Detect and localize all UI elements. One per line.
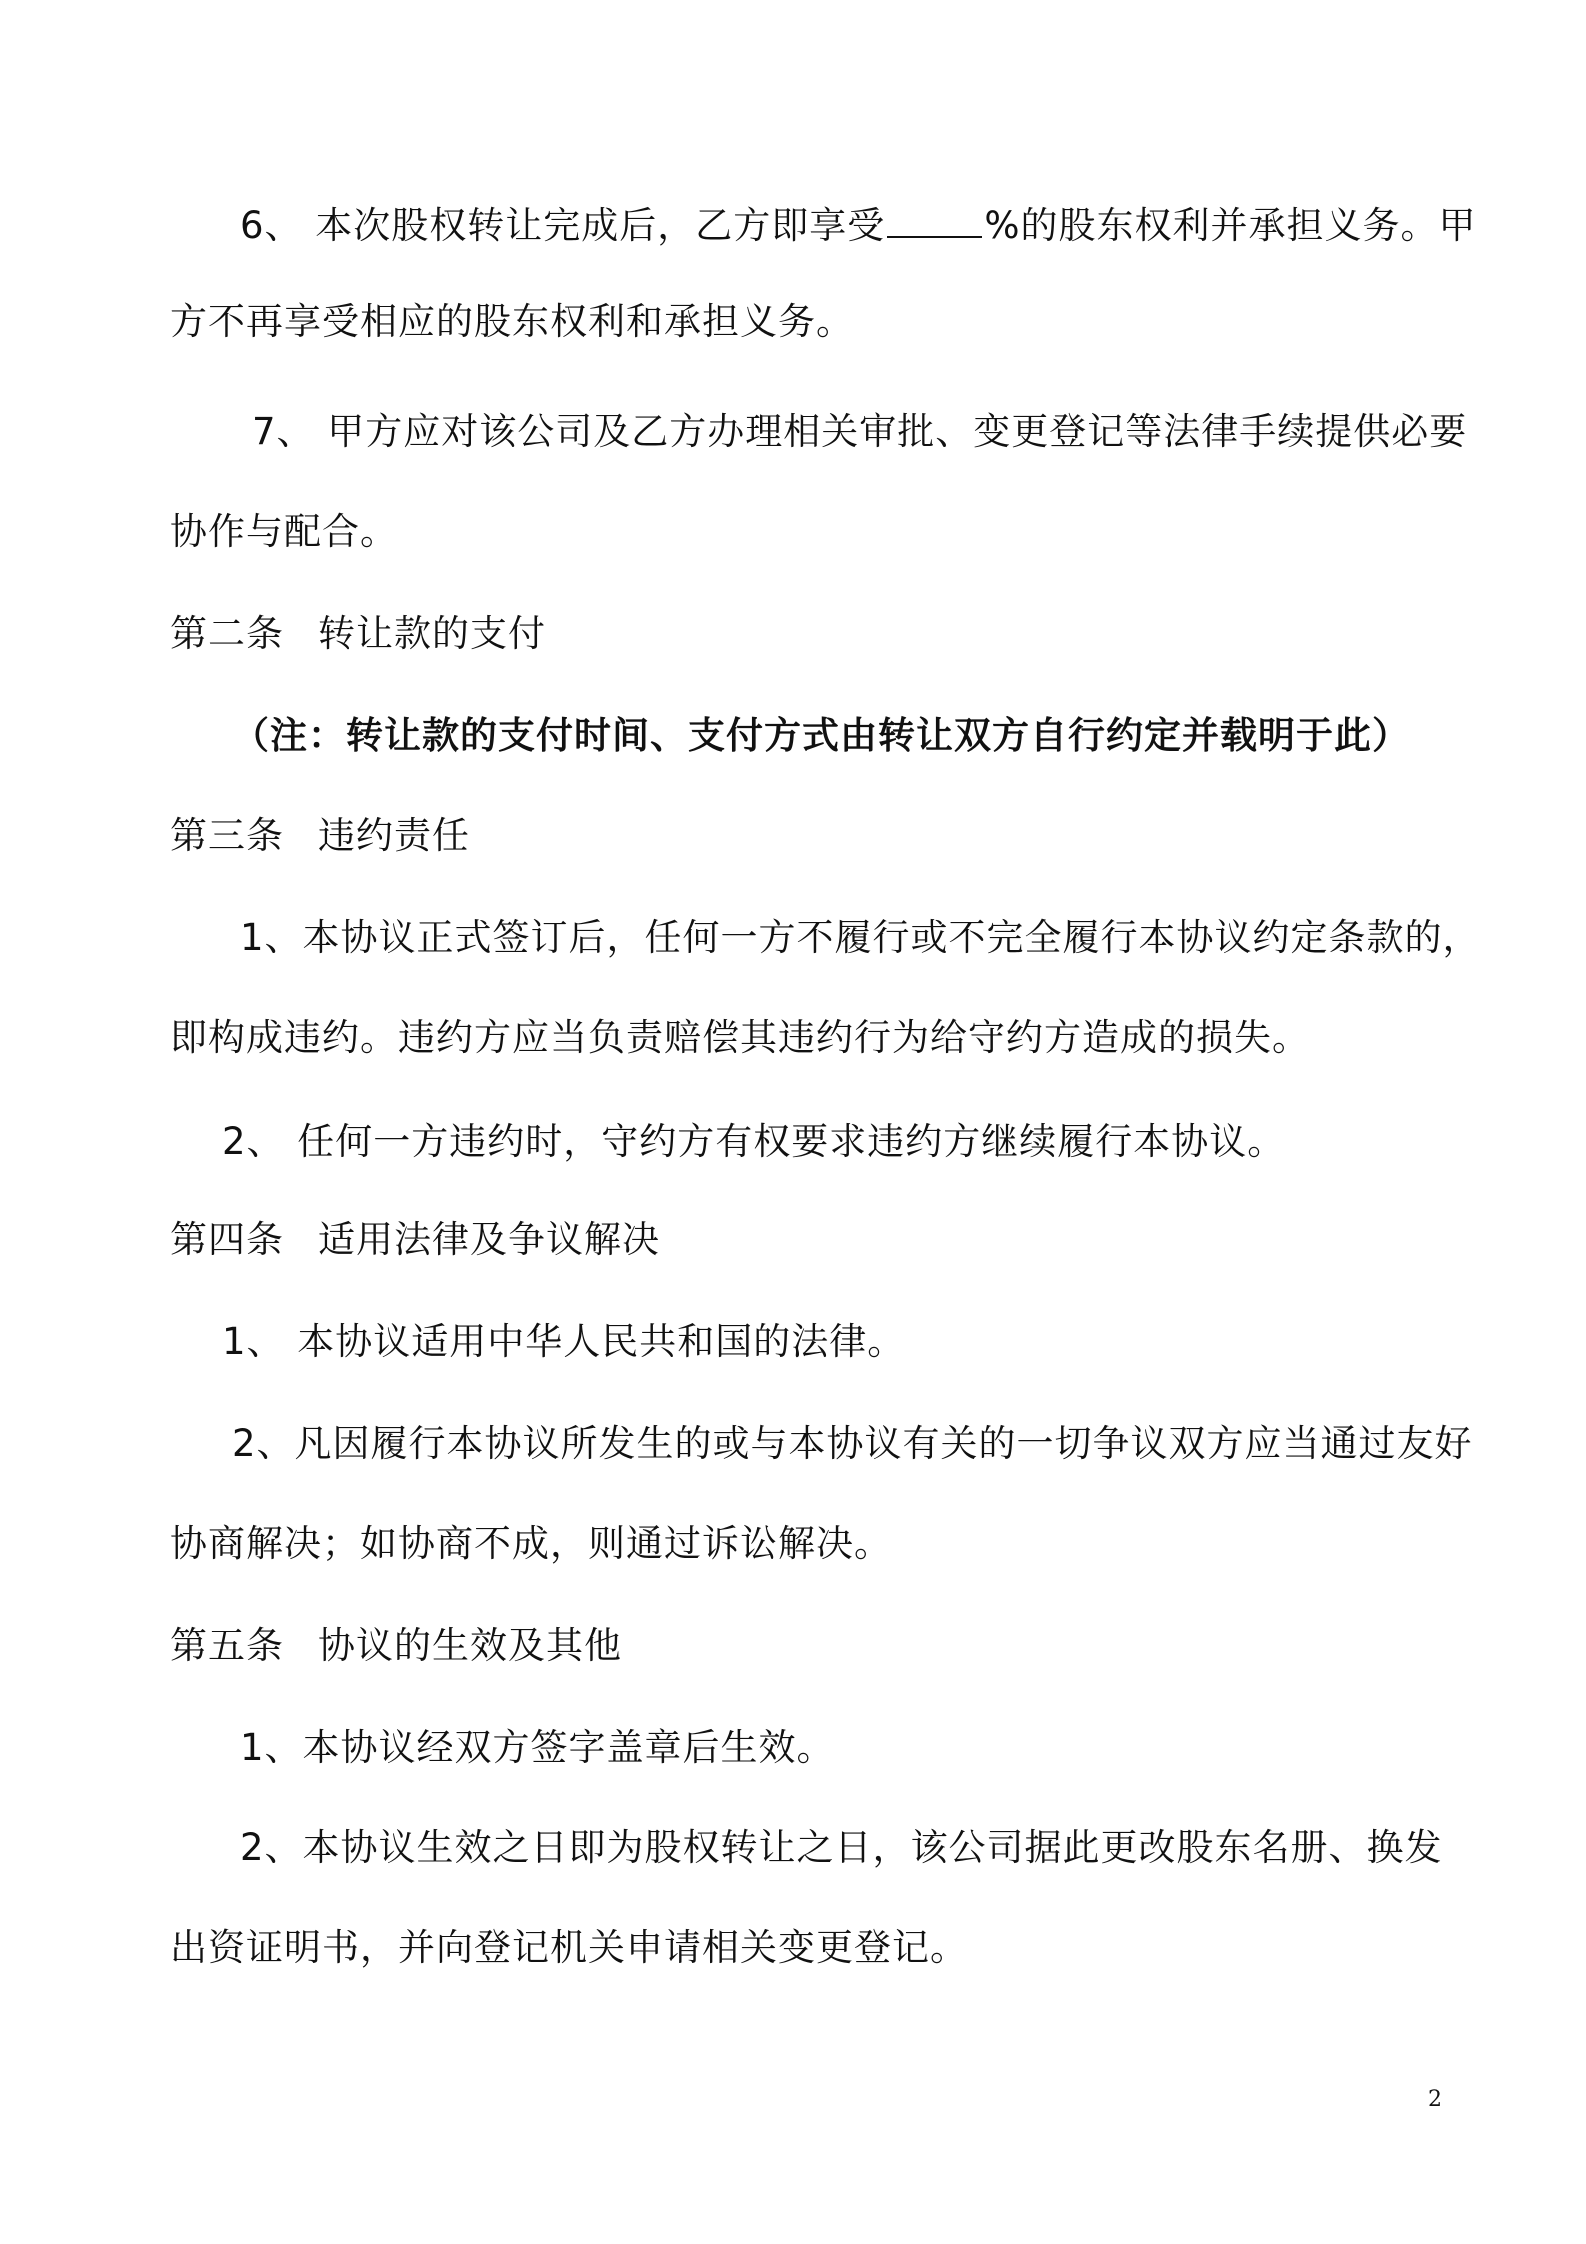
clause3-item1-line2: 即构成违约。违约方应当负责赔偿其违约行为给守约方造成的损失。 [170, 1016, 1310, 1059]
clause4-title: 适用法律及争议解决 [318, 1218, 660, 1261]
clause3-item2: 2、 任何一方违约时，守约方有权要求违约方继续履行本协议。 [222, 1120, 1286, 1163]
clause2-number: 第二条 [170, 612, 284, 655]
clause5-heading [170, 1622, 622, 1670]
clause5-item2-line2: 出资证明书，并向登记机关申请相关变更登记。 [170, 1926, 968, 1969]
clause2-heading [170, 610, 546, 658]
page-number: 2 [1428, 2087, 1442, 2112]
clause1-item6-line2: 方不再享受相应的股东权利和承担义务。 [170, 300, 854, 343]
clause2-title: 转让款的支付 [318, 612, 546, 655]
percentage-blank-field [887, 200, 982, 238]
clause5-item2-line1: 2、本协议生效之日即为股权转让之日，该公司据此更改股东名册、换发 [240, 1826, 1443, 1869]
clause5-title: 协议的生效及其他 [318, 1624, 622, 1667]
item6-text-part1: 6、 本次股权转让完成后，乙方即享受 [240, 204, 886, 247]
clause4-number: 第四条 [170, 1218, 284, 1261]
clause2-note: （注：转让款的支付时间、支付方式由转让双方自行约定并载明于此） [232, 714, 1410, 757]
clause4-item2-line2: 协商解决；如协商不成，则通过诉讼解决。 [170, 1522, 892, 1565]
clause1-item7-line1: 7、 甲方应对该公司及乙方办理相关审批、变更登记等法律手续提供必要 [252, 410, 1468, 453]
clause3-heading [170, 812, 470, 860]
clause4-heading [170, 1216, 660, 1264]
clause1-item6-line1 [240, 200, 1476, 250]
clause4-item2-line1: 2、凡因履行本协议所发生的或与本协议有关的一切争议双方应当通过友好 [232, 1422, 1473, 1465]
clause5-number: 第五条 [170, 1624, 284, 1667]
clause3-item1-line1: 1、本协议正式签订后，任何一方不履行或不完全履行本协议约定条款的， [240, 916, 1481, 959]
clause3-title: 违约责任 [318, 814, 470, 857]
clause3-number: 第三条 [170, 814, 284, 857]
clause1-item7-line2: 协作与配合。 [170, 510, 398, 553]
item6-text-part2: %的股东权利并承担义务。甲 [984, 204, 1477, 247]
clause5-item1: 1、本协议经双方签字盖章后生效。 [240, 1726, 835, 1769]
clause4-item1: 1、 本协议适用中华人民共和国的法律。 [222, 1320, 906, 1363]
